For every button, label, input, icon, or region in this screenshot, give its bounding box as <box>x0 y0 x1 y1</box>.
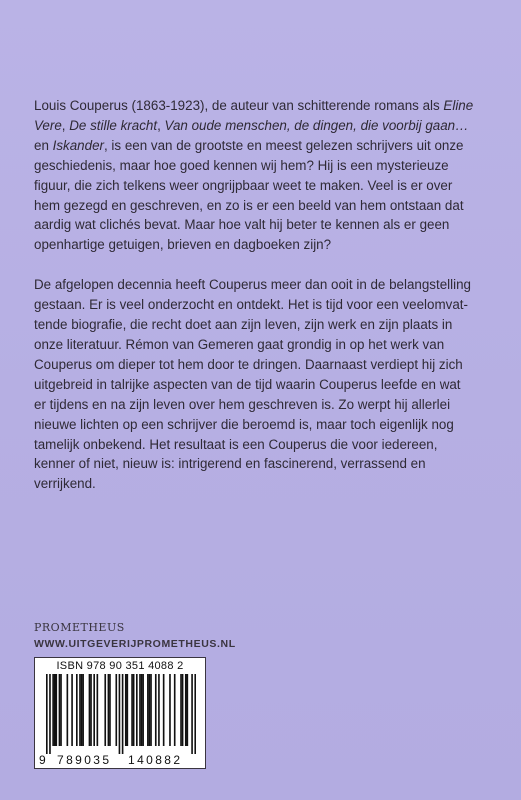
blurb-line: nieuwe lichten op een schrijver die beroemd is, maar toch eigenlijk nog <box>34 416 454 432</box>
barcode-bar <box>49 674 51 754</box>
barcode-bar <box>46 674 48 754</box>
blurb-line: uitgebreid in talrijke aspecten van de tijd waarin Couperus leefde en wat <box>34 376 461 392</box>
isbn-label: ISBN 978 90 351 4088 2 <box>56 660 184 672</box>
barcode-bar <box>79 674 81 746</box>
barcode-bar <box>142 674 144 746</box>
barcode-bar <box>141 674 143 746</box>
barcode-bar <box>119 674 121 754</box>
blurb-line: onze literatuur. Rémon van Gemeren gaat grondig in op het werk van <box>34 336 445 352</box>
barcode-bar <box>89 674 91 746</box>
blurb-line: openhartige getuigen, brieven en dagboeken zijn? <box>34 237 332 253</box>
barcode-bar <box>150 674 152 746</box>
barcode-bar <box>127 674 129 746</box>
barcode-bar <box>158 674 160 746</box>
barcode-bar <box>76 674 78 746</box>
barcode-bar <box>182 674 184 746</box>
blurb-line: gestaan. Er is veel onderzocht en ontdekt. Het is tijd voor een veelomvat- <box>34 297 468 313</box>
barcode-bar <box>180 674 182 746</box>
barcode-bar <box>163 674 165 746</box>
blurb-line: er tijdens en na zijn leven over hem geschreven is. Zo werpt hij allerlei <box>34 396 451 412</box>
blurb-line: en Iskander, is een van de grootste en meest gelezen schrijvers uit onze <box>34 137 464 153</box>
barcode-bar <box>97 674 99 746</box>
blurb-line: tamelijk onbekend. Het resultaat is een Couperus die voor iedereen, <box>34 436 438 452</box>
publisher-block <box>34 621 236 650</box>
blurb-line: aardig wat clichés bevat. Maar hoe valt hij beter te kennen als er geen <box>34 217 450 233</box>
blurb-line: kenner of niet, nieuw is: intrigerend en fascinerend, verrassend en <box>34 456 426 472</box>
title-italic: Vere <box>34 117 62 133</box>
blurb-line: geschiedenis, maar hoe goed kennen wij hem? Hij is een mysterieuze <box>34 157 449 173</box>
blurb-paragraph-1 <box>34 96 494 255</box>
barcode-bar <box>54 674 56 746</box>
ean-digit-first: 9 <box>39 753 46 767</box>
barcode-bar <box>59 674 61 746</box>
barcode-bar <box>122 674 124 754</box>
barcode-bar <box>82 674 84 746</box>
blurb-line: Vere, De stille kracht, Van oude menschen, de dingen, die voorbij gaan… <box>34 117 469 133</box>
barcode-bar <box>149 674 151 746</box>
title-italic: Eline <box>443 98 474 113</box>
blurb-line: Louis Couperus (1863-1923), de auteur van schitterende romans als Eline <box>34 98 474 113</box>
barcode-bar <box>191 674 193 754</box>
title-italic: De stille kracht <box>69 117 158 133</box>
barcode-bar <box>131 674 133 746</box>
blurb-line: tende biografie, die recht doet aan zijn leven, zijn werk en zijn plaats in <box>34 317 453 333</box>
barcode-bar <box>81 674 83 746</box>
title-italic: Van oude menschen, de dingen, die voorbij gaan… <box>164 117 469 133</box>
barcode-bar <box>169 674 171 746</box>
title-italic: Iskander <box>52 137 104 153</box>
blurb-paragraph-2 <box>34 275 494 494</box>
barcode-bar <box>194 674 196 754</box>
barcode-bar <box>52 674 54 746</box>
barcode-bar <box>185 674 187 746</box>
barcode-bar <box>109 674 111 746</box>
blurb-line: figuur, die zich telkens weer ongrijpbaar weet te maken. Veel is er over <box>34 177 453 193</box>
barcode-bar <box>71 674 73 746</box>
blurb-line: verrijkend. <box>34 476 96 492</box>
barcode-bar <box>155 674 157 746</box>
blurb-line: Couperus om dieper tot hem door te dringen. Daarnaast verdiept hij zich <box>34 356 463 372</box>
publisher-url: WWW.UITGEVERIJPROMETHEUS.NL <box>34 638 236 650</box>
barcode-bar <box>125 674 127 746</box>
barcode-bar <box>93 674 95 746</box>
barcode-bar <box>90 674 92 746</box>
blurb-line: hem gezegd en geschreven, en zo is er een beeld van hem ontstaan dat <box>34 197 464 213</box>
barcode-bar <box>136 674 138 746</box>
barcode-bar <box>187 674 189 746</box>
barcode-bar <box>67 674 69 746</box>
barcode-box <box>34 657 206 769</box>
barcode-bar <box>60 674 62 746</box>
blurb-line: De afgelopen decennia heeft Couperus meer dan ooit in de belangstelling <box>34 277 471 293</box>
barcode-bar <box>174 674 176 746</box>
barcode-bar <box>55 674 57 746</box>
barcode-bar <box>115 674 117 746</box>
barcode-bar <box>104 674 106 746</box>
ean-digits-left: 789035 <box>57 753 112 767</box>
barcode-bar <box>147 674 149 746</box>
barcode-bar <box>108 674 110 746</box>
barcode-bar <box>133 674 135 746</box>
barcode-bar <box>139 674 141 746</box>
barcode-image <box>46 674 196 754</box>
blurb-text <box>34 96 494 494</box>
publisher-logo: PROMETHEUS <box>34 621 125 634</box>
ean-digits-right: 140882 <box>128 753 183 767</box>
